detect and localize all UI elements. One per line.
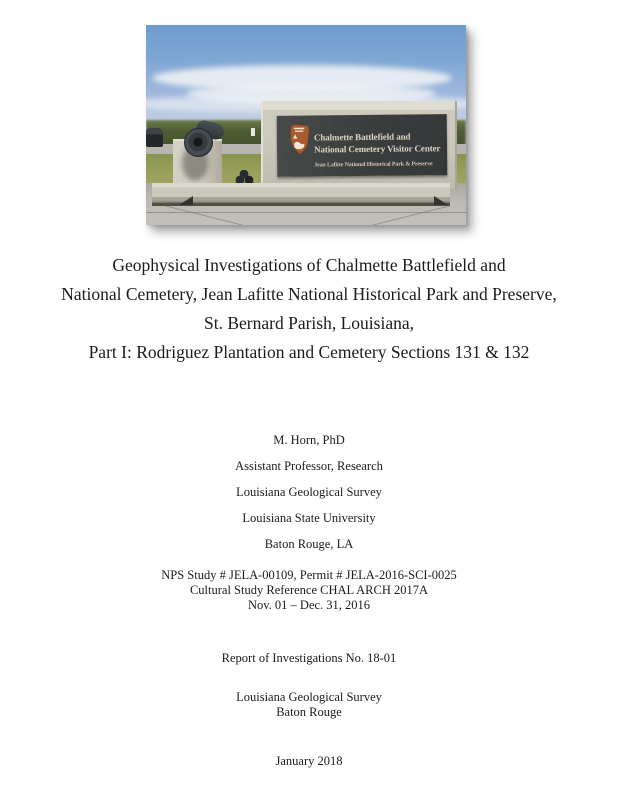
distant-white-sign: [251, 128, 255, 136]
study-permit-line: NPS Study # JELA-00109, Permit # JELA-2016-SCI-0025: [161, 568, 457, 582]
sign-subtitle: Jean Lafitte National Historical Park & Preserve: [314, 161, 433, 169]
title-line-1: Geophysical Investigations of Chalmette Battlefield and: [112, 255, 506, 275]
author-title: Assistant Professor, Research: [235, 459, 383, 473]
cannon-muzzle: [184, 128, 213, 157]
author-name: M. Horn, PhD: [273, 433, 345, 447]
report-number-line: Report of Investigations No. 18-01: [221, 651, 397, 665]
publisher-block: [0, 690, 618, 720]
title-line-2: National Cemetery, Jean Lafitte National Historical Park and Preserve,: [61, 284, 557, 304]
nps-arrowhead-logo: [288, 123, 310, 157]
base-wedge-left: [179, 196, 193, 205]
publication-date: January 2018: [275, 754, 343, 768]
cover-photo: [146, 25, 466, 225]
author-city: Baton Rouge, LA: [264, 537, 354, 551]
title-line-4: Part I: Rodriguez Plantation and Cemetery Sections 131 & 132: [88, 342, 530, 362]
base-wedge-right: [434, 196, 448, 205]
study-reference-line: Cultural Study Reference CHAL ARCH 2017A: [189, 583, 429, 597]
study-dates-line: Nov. 01 – Dec. 31, 2016: [247, 598, 371, 612]
publisher-name: Louisiana Geological Survey: [236, 690, 382, 704]
sign-title-line1: Chalmette Battlefield and: [313, 131, 411, 143]
study-info-block: [0, 568, 618, 613]
visitor-center-sign: [277, 114, 448, 177]
parked-vehicle: [146, 128, 163, 147]
author-organization: Louisiana Geological Survey: [236, 485, 382, 499]
author-block: [0, 427, 618, 557]
title-line-3: St. Bernard Parish, Louisiana,: [204, 313, 414, 333]
author-university: Louisiana State University: [242, 511, 376, 525]
monument-base-slab: [152, 183, 450, 206]
sign-title-line2: National Cemetery Visitor Center: [313, 143, 441, 155]
report-title: [0, 251, 618, 367]
publisher-city: Baton Rouge: [276, 705, 342, 719]
